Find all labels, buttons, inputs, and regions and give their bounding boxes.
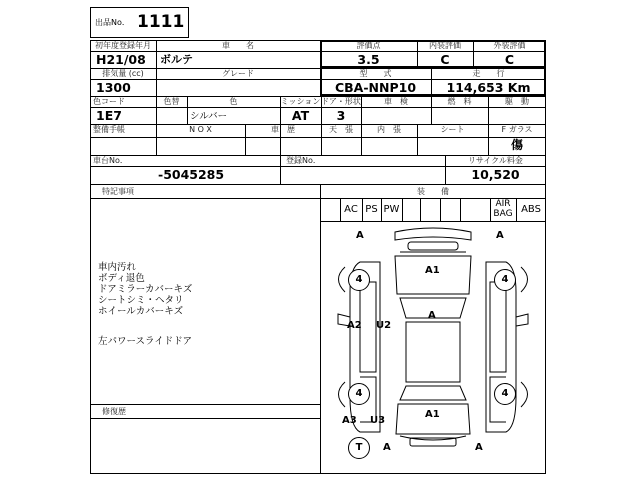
model-code: CBA-NNP10 — [334, 80, 417, 95]
tire-rear-left: 4 — [348, 383, 370, 405]
nox-header: N O X — [189, 125, 212, 134]
color: シルバー — [190, 111, 228, 122]
mission-header: ミッション — [280, 97, 321, 106]
mileage: 114,653 Km — [446, 80, 531, 95]
displacement: 1300 — [96, 80, 131, 95]
name-header: 車 名 — [222, 41, 254, 50]
tire-front-right: 4 — [494, 269, 516, 291]
interior-header: 内装評価 — [429, 41, 461, 50]
car-body-diagram — [320, 222, 546, 474]
color-code: 1E7 — [96, 108, 122, 123]
exterior-header: 外装評価 — [493, 41, 526, 50]
mark-bottom-right: A — [475, 442, 483, 453]
colorcode-header: 色コード — [93, 97, 125, 106]
chassis-header: 車台No． — [93, 156, 128, 165]
interior-lining-header: 内 張 — [377, 125, 401, 134]
grade-header: グレード — [222, 69, 254, 78]
remark-line: シートシミ・ヘタリ — [98, 295, 184, 306]
recycle-fee: 10,520 — [471, 167, 520, 182]
lot-number: 1111 — [137, 12, 185, 32]
roof-header: 天 張 — [329, 125, 353, 134]
color-header: 色 — [229, 97, 238, 106]
remark-line — [98, 317, 192, 328]
chassis-number: -5045285 — [158, 167, 225, 182]
mark-rear-left-door: U3 — [370, 415, 386, 426]
notes-header: 特記事項 — [102, 187, 134, 196]
lot-label: 出品No． — [95, 18, 130, 27]
mark-front-right: A — [496, 230, 504, 241]
inspection-header: 車 検 — [384, 97, 408, 106]
remark-line: 車内汚れ — [98, 262, 137, 273]
mark-front-left: A — [356, 230, 364, 241]
door-count: 3 — [336, 108, 346, 123]
mark-bottom-left: A — [383, 442, 391, 453]
manual-header: 整備手帳 — [93, 125, 125, 134]
seat-header: シート — [440, 125, 465, 134]
equip-airbag: AIR BAG — [493, 199, 513, 219]
mark-roof: A — [428, 310, 436, 321]
mark-rear-left-panel: A3 — [342, 415, 357, 426]
equip-ps: PS — [365, 204, 378, 215]
glass-header: F ガラス — [501, 125, 533, 134]
tire-front-left: 4 — [348, 269, 370, 291]
first-registration: H21/08 — [96, 52, 146, 67]
remarks-list — [98, 262, 192, 347]
model-header: 型 式 — [359, 69, 392, 78]
displacement-header: 排気量 (cc) — [102, 69, 144, 78]
equip-abs: ABS — [521, 204, 541, 215]
fuel-header: 燃 料 — [447, 97, 472, 106]
recycle-header: リサイクル料金 — [468, 156, 523, 165]
equip-ac: AC — [344, 204, 358, 215]
remark-line: 左パワースライドドア — [98, 336, 192, 347]
registration-header: 登録No． — [286, 156, 321, 165]
mark-left-side: A2 — [347, 320, 362, 331]
equipment-header: 装 備 — [417, 187, 449, 196]
history-header: 車 歴 — [271, 125, 295, 134]
exterior-grade: C — [504, 52, 515, 67]
repair-history-header: 修復歴 — [102, 407, 126, 416]
car-name: ボルテ — [160, 53, 193, 66]
transmission: AT — [291, 108, 310, 123]
mark-left-door: U2 — [376, 320, 392, 331]
mark-rear-glass: A1 — [425, 409, 440, 420]
remark-line: ドアミラーカバーキズ — [98, 284, 193, 295]
mileage-header: 走 行 — [472, 69, 505, 78]
tire-rear-right: 4 — [494, 383, 516, 405]
lot-box — [90, 7, 189, 38]
spare-tire: T — [348, 437, 370, 459]
score-header: 評価点 — [356, 41, 381, 50]
year-header: 初年度登録年月 — [95, 41, 151, 50]
doors-header: ドア・形状 — [321, 97, 361, 106]
colortype-header: 色替 — [163, 97, 180, 106]
remark-line: ボディ退色 — [98, 273, 145, 284]
mark-hood: A1 — [425, 265, 440, 276]
remark-line: ホイールカバーキズ — [98, 306, 184, 317]
glass-condition: 傷 — [510, 138, 523, 152]
drive-header: 駆 動 — [505, 97, 529, 106]
equip-pw: PW — [383, 204, 400, 215]
evaluation-score: 3.5 — [357, 52, 380, 67]
interior-grade: C — [440, 52, 450, 67]
